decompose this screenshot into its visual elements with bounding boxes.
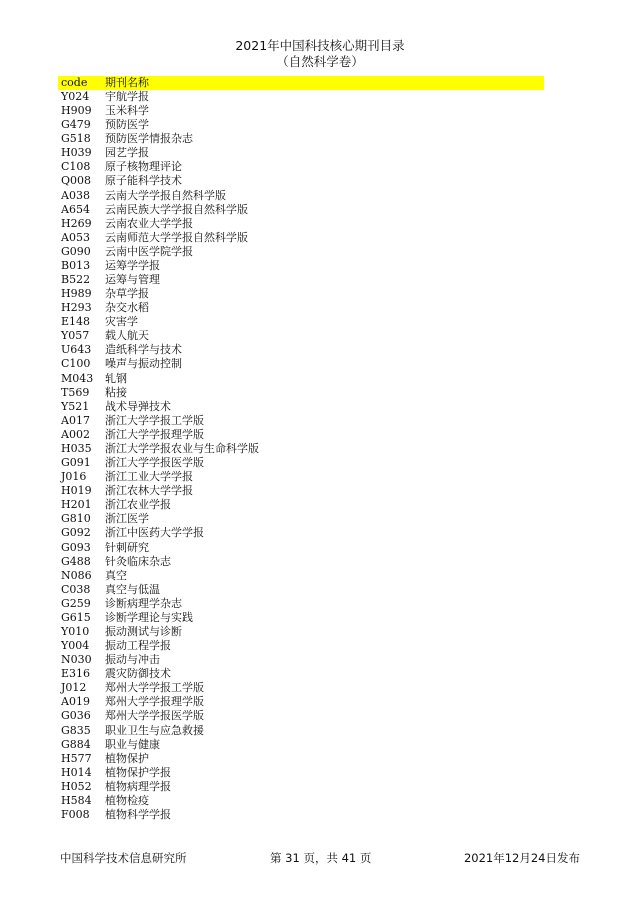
journal-code: G036 bbox=[61, 709, 91, 723]
journal-name: 宇航学报 bbox=[105, 90, 149, 103]
journal-code: Q008 bbox=[61, 174, 92, 188]
table-row bbox=[58, 597, 544, 611]
journal-code: H052 bbox=[61, 779, 92, 793]
journal-name: 植物保护学报 bbox=[105, 765, 171, 779]
table-row bbox=[58, 709, 544, 723]
table-row bbox=[58, 541, 544, 555]
journal-code: G518 bbox=[61, 132, 91, 146]
table-header bbox=[58, 76, 544, 90]
table-row bbox=[58, 132, 544, 146]
journal-name: 诊断病理学杂志 bbox=[105, 596, 182, 610]
journal-code: Y521 bbox=[61, 399, 90, 413]
journal-code: G884 bbox=[61, 737, 91, 751]
journal-code: H039 bbox=[61, 146, 92, 160]
table-row bbox=[58, 442, 544, 456]
table-row bbox=[58, 583, 544, 597]
table-row bbox=[58, 456, 544, 470]
table-row bbox=[58, 400, 544, 414]
journal-code: H293 bbox=[61, 301, 92, 315]
journal-code: H201 bbox=[61, 498, 92, 512]
journal-name: 园艺学报 bbox=[105, 146, 149, 160]
journal-name: 云南中医学院学报 bbox=[105, 244, 193, 258]
header-name: 期刊名称 bbox=[105, 76, 149, 89]
journal-name: 云南民族大学学报自然科学版 bbox=[105, 202, 248, 216]
table-row bbox=[58, 428, 544, 442]
table-row bbox=[58, 569, 544, 583]
page-subtitle: （自然科学卷） bbox=[276, 54, 364, 69]
journal-code: H584 bbox=[61, 793, 92, 807]
table-row bbox=[58, 203, 544, 217]
journal-name: 植物保护 bbox=[105, 751, 149, 765]
table-row bbox=[58, 174, 544, 188]
journal-name: 造纸科学与技术 bbox=[105, 343, 182, 357]
journal-name: 植物病理学报 bbox=[105, 779, 171, 793]
table-row bbox=[58, 526, 544, 540]
table-row bbox=[58, 470, 544, 484]
journal-name: 郑州大学学报理学版 bbox=[105, 695, 204, 709]
table-row bbox=[58, 386, 544, 400]
journal-code: H269 bbox=[61, 216, 92, 230]
journal-name: 战术导弹技术 bbox=[105, 399, 171, 413]
journal-name: 浙江大学学报医学版 bbox=[105, 456, 204, 470]
table-row bbox=[58, 273, 544, 287]
table-row bbox=[58, 808, 544, 822]
journal-name: 浙江工业大学学报 bbox=[105, 470, 193, 484]
table-row bbox=[58, 498, 544, 512]
journal-code: H019 bbox=[61, 484, 92, 498]
journal-name: 振动测试与诊断 bbox=[105, 624, 182, 638]
table-row bbox=[58, 512, 544, 526]
journal-name: 浙江大学学报工学版 bbox=[105, 413, 204, 427]
journal-name: 载人航天 bbox=[105, 329, 149, 343]
journal-code: N030 bbox=[61, 653, 92, 667]
journal-name: 杂草学报 bbox=[105, 287, 149, 301]
journal-name: 针灸临床杂志 bbox=[105, 554, 171, 568]
table-row bbox=[58, 738, 544, 752]
journal-name: 郑州大学学报工学版 bbox=[105, 681, 204, 695]
journal-code: G615 bbox=[61, 610, 91, 624]
journal-code: N086 bbox=[61, 568, 92, 582]
table-row bbox=[58, 555, 544, 569]
journal-name: 震灾防御技术 bbox=[105, 667, 171, 681]
journal-name: 云南师范大学学报自然科学版 bbox=[105, 230, 248, 244]
table-row bbox=[58, 245, 544, 259]
journal-code: H909 bbox=[61, 104, 92, 118]
journal-code: G835 bbox=[61, 723, 91, 737]
table-row bbox=[58, 259, 544, 273]
journal-name: 云南农业大学学报 bbox=[105, 216, 193, 230]
table-row bbox=[58, 160, 544, 174]
journal-code: G092 bbox=[61, 526, 91, 540]
journal-name: 运筹学学报 bbox=[105, 258, 160, 272]
journal-name: 粘接 bbox=[105, 385, 127, 399]
journal-name: 浙江大学学报农业与生命科学版 bbox=[105, 441, 259, 455]
table-row bbox=[58, 329, 544, 343]
footer-page-number: 第 31 页，共 41 页 bbox=[270, 851, 372, 865]
journal-code: G810 bbox=[61, 512, 91, 526]
table-row bbox=[58, 414, 544, 428]
journal-code: G479 bbox=[61, 118, 91, 132]
table-row bbox=[58, 357, 544, 371]
table-row bbox=[58, 625, 544, 639]
table-row bbox=[58, 301, 544, 315]
journal-code: F008 bbox=[61, 807, 90, 821]
table-row bbox=[58, 780, 544, 794]
journal-code: G091 bbox=[61, 456, 91, 470]
journal-name: 云南大学学报自然科学版 bbox=[105, 188, 226, 202]
journal-code: A038 bbox=[61, 188, 90, 202]
table-row bbox=[58, 146, 544, 160]
journal-code: H989 bbox=[61, 287, 92, 301]
table-row bbox=[58, 104, 544, 118]
journal-name: 玉米科学 bbox=[105, 104, 149, 118]
journal-name: 轧钢 bbox=[105, 371, 127, 385]
page-title: 2021年中国科技核心期刊目录 bbox=[235, 38, 405, 53]
journal-code: G093 bbox=[61, 540, 91, 554]
table-row bbox=[58, 90, 544, 104]
journal-code: Y010 bbox=[61, 624, 90, 638]
journal-name: 针刺研究 bbox=[105, 540, 149, 554]
journal-name: 预防医学 bbox=[105, 118, 149, 132]
journal-name: 植物检疫 bbox=[105, 793, 149, 807]
table-row bbox=[58, 695, 544, 709]
table-row bbox=[58, 752, 544, 766]
journal-code: A654 bbox=[61, 202, 90, 216]
journal-name: 浙江农业学报 bbox=[105, 498, 171, 512]
table-row bbox=[58, 231, 544, 245]
journal-name: 原子能科学技术 bbox=[105, 174, 182, 188]
journal-code: H014 bbox=[61, 765, 92, 779]
journal-name: 原子核物理评论 bbox=[105, 160, 182, 174]
journal-code: U643 bbox=[61, 343, 92, 357]
table-row bbox=[58, 639, 544, 653]
table-row bbox=[58, 611, 544, 625]
journal-code: C038 bbox=[61, 582, 91, 596]
journal-name: 振动工程学报 bbox=[105, 639, 171, 653]
journal-code: J016 bbox=[61, 470, 87, 484]
journal-code: A017 bbox=[61, 413, 90, 427]
journal-name: 噪声与振动控制 bbox=[105, 357, 182, 371]
journal-code: C100 bbox=[61, 357, 91, 371]
journal-name: 浙江中医药大学学报 bbox=[105, 526, 204, 540]
table-row bbox=[58, 681, 544, 695]
journal-name: 浙江医学 bbox=[105, 512, 149, 526]
journal-name: 职业卫生与应急救援 bbox=[105, 723, 204, 737]
journal-code: E316 bbox=[61, 667, 91, 681]
journal-code: G488 bbox=[61, 554, 91, 568]
journal-code: C108 bbox=[61, 160, 91, 174]
footer-date: 2021年12月24日发布 bbox=[463, 851, 580, 865]
table-row bbox=[58, 217, 544, 231]
header-code: code bbox=[61, 76, 88, 89]
table-row bbox=[58, 484, 544, 498]
table-row bbox=[58, 287, 544, 301]
table-row bbox=[58, 372, 544, 386]
table-row bbox=[58, 724, 544, 738]
journal-code: B013 bbox=[61, 258, 91, 272]
journal-code: G090 bbox=[61, 244, 91, 258]
table-row bbox=[58, 189, 544, 203]
journal-code: H577 bbox=[61, 751, 92, 765]
table-row bbox=[58, 766, 544, 780]
table-row bbox=[58, 667, 544, 681]
journal-name: 浙江大学学报理学版 bbox=[105, 427, 204, 441]
table-row bbox=[58, 653, 544, 667]
journal-name: 真空与低温 bbox=[105, 582, 160, 596]
journal-code: J012 bbox=[61, 681, 87, 695]
journal-code: Y057 bbox=[61, 329, 90, 343]
journal-code: Y024 bbox=[61, 90, 90, 103]
journal-name: 运筹与管理 bbox=[105, 273, 160, 287]
journal-code: M043 bbox=[61, 371, 94, 385]
journal-name: 郑州大学学报医学版 bbox=[105, 709, 204, 723]
journal-name: 预防医学情报杂志 bbox=[105, 132, 193, 146]
table-row bbox=[58, 343, 544, 357]
journal-code: G259 bbox=[61, 596, 91, 610]
table-row bbox=[58, 118, 544, 132]
journal-name: 植物科学学报 bbox=[105, 807, 171, 821]
journal-code: A019 bbox=[61, 695, 90, 709]
journal-code: A002 bbox=[61, 427, 90, 441]
journal-code: B522 bbox=[61, 273, 91, 287]
journal-name: 职业与健康 bbox=[105, 737, 160, 751]
journal-name: 浙江农林大学学报 bbox=[105, 484, 193, 498]
journal-list bbox=[58, 90, 544, 822]
journal-name: 灾害学 bbox=[105, 315, 138, 329]
table-row bbox=[58, 315, 544, 329]
journal-name: 真空 bbox=[105, 568, 127, 582]
journal-name: 杂交水稻 bbox=[105, 301, 149, 315]
journal-code: H035 bbox=[61, 441, 92, 455]
table-row bbox=[58, 794, 544, 808]
footer-organization: 中国科学技术信息研究所 bbox=[60, 851, 187, 865]
journal-name: 诊断学理论与实践 bbox=[105, 610, 193, 624]
journal-name: 振动与冲击 bbox=[105, 653, 160, 667]
journal-code: T569 bbox=[61, 385, 90, 399]
journal-code: Y004 bbox=[61, 639, 90, 653]
journal-code: E148 bbox=[61, 315, 91, 329]
journal-code: A053 bbox=[61, 230, 90, 244]
